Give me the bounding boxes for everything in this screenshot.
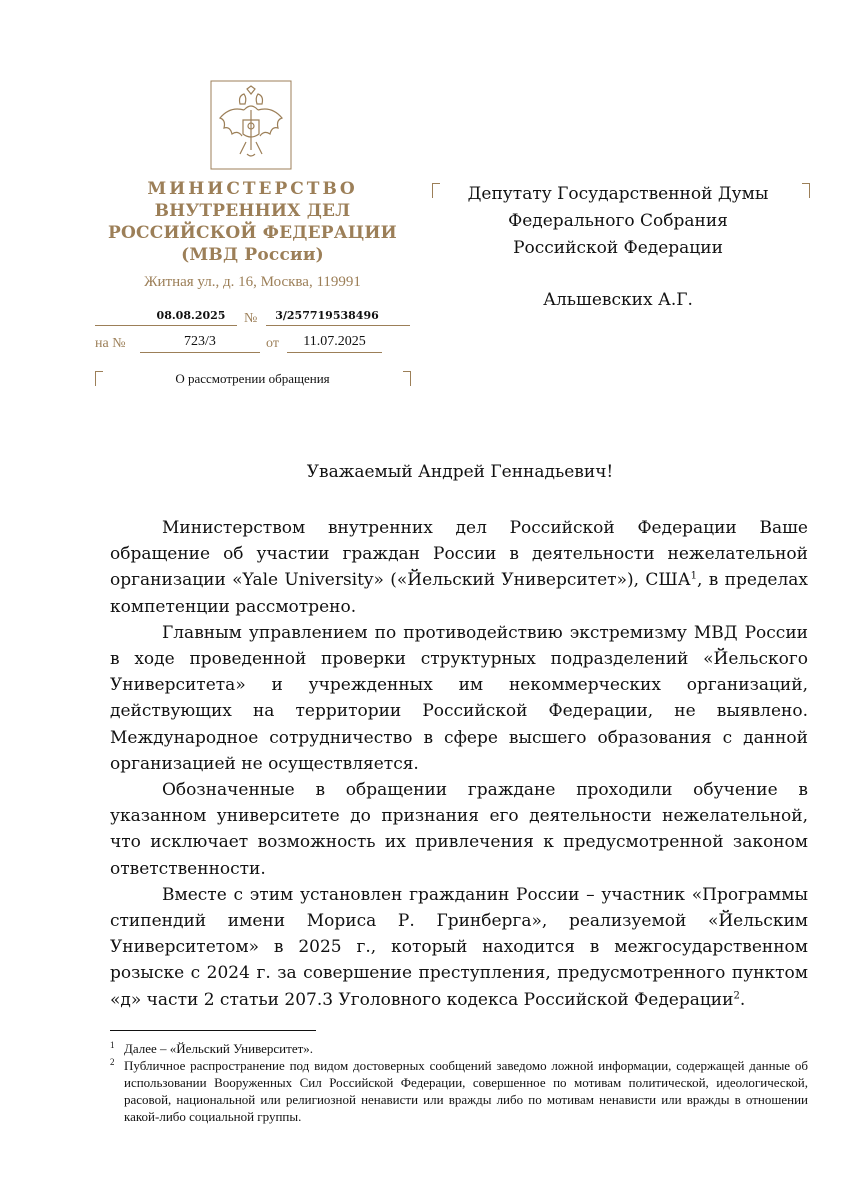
addressee-line2: Федерального Собрания — [508, 211, 728, 231]
addressee-name: Альшевских А.Г. — [543, 290, 693, 310]
org-address: Житная ул., д. 16, Москва, 119991 — [144, 274, 361, 290]
body-p4-tail: . — [739, 989, 746, 1010]
registration-date: 08.08.2025 — [156, 309, 226, 322]
registration-number-line — [266, 325, 410, 326]
footnotes — [110, 1040, 808, 1125]
body-p1-text: Министерством внутренних дел Российской Федерации Ваше обращение об участии граждан России в деятельности нежелательной организации «Yale University» («Йельский Университет»), США — [110, 518, 808, 591]
footnote-mark: 2 — [110, 1057, 115, 1067]
body-p1-tail: , в пределах компетенции рассмотрено. — [110, 570, 808, 617]
addressee-line1: Депутату Государственной Думы — [467, 184, 769, 204]
greeting: Уважаемый Андрей Геннадьевич! — [306, 462, 614, 482]
body-paragraph-1 — [110, 515, 808, 620]
footnote-ref-2: 2 — [733, 990, 740, 1001]
reference-number: 723/3 — [184, 334, 216, 349]
footnote-2 — [110, 1057, 808, 1125]
org-name-line1: МИНИСТЕРСТВО — [147, 179, 358, 199]
reference-from-label: от — [266, 336, 279, 351]
registration-date-line — [95, 325, 237, 326]
body-paragraph-4 — [110, 882, 808, 1013]
registration-number-label: № — [244, 311, 258, 326]
letter-subject: О рассмотрении обращения — [175, 371, 330, 386]
org-name-line3: РОССИЙСКОЙ ФЕДЕРАЦИИ — [108, 223, 397, 243]
addressee-bracket-left — [432, 183, 440, 198]
letter-body — [110, 515, 808, 1013]
footnote-ref-1: 1 — [690, 570, 698, 582]
reference-date-line — [287, 352, 382, 353]
footnote-text: Публичное распространение под видом достоверных сообщений заведомо ложной информации, содержащей данные об использовании Вооруженных Сил Российской Федерации, совершенное по мотивам политической, идеологической, расовой, национальной или религиозной ненависти или вражды либо по мотивам ненависти или вражды в отношении какой-либо социальной группы. — [124, 1058, 808, 1124]
footnote-mark: 1 — [110, 1040, 115, 1050]
footnote-separator — [110, 1030, 316, 1031]
body-paragraph-3: Обозначенные в обращении граждане проходили обучение в указанном университете до признания его деятельности нежелательной, что исключает возможность их привлечения к предусмотренной законом ответственности. — [110, 780, 808, 879]
coat-of-arms-icon — [210, 80, 292, 170]
org-name-line2: ВНУТРЕННИХ ДЕЛ — [154, 201, 351, 221]
addressee-line3: Российской Федерации — [513, 238, 723, 258]
reference-label: на № — [95, 336, 126, 351]
footnote-1 — [110, 1040, 808, 1057]
body-paragraph-2: Главным управлением по противодействию экстремизму МВД России в ходе проведенной проверки структурных подразделений «Йельского Университета» и учрежденных им некоммерческих организаций, действующих на территории Российской Федерации, не выявлено. Международное сотрудничество в сфере высшего образования с данной организацией не осуществляется. — [110, 622, 808, 774]
registration-number: 3/257719538496 — [275, 309, 379, 322]
reference-number-line — [140, 352, 260, 353]
reference-date: 11.07.2025 — [303, 334, 366, 349]
org-name-abbr: (МВД России) — [181, 245, 324, 265]
addressee-bracket-right — [802, 183, 810, 198]
footnote-text: Далее – «Йельский Университет». — [124, 1041, 314, 1056]
body-p4-text: Вместе с этим установлен гражданин России – участник «Программы стипендий имени Мориса Р. Гринберга», реализуемой «Йельским Университетом» в 2025 г., который находится в межгосударственном розыске с 2024 г. за совершение преступления, предусмотренного пунктом «д» части 2 статьи 207.3 Уголовного кодекса Российской Федерации — [110, 884, 808, 1010]
